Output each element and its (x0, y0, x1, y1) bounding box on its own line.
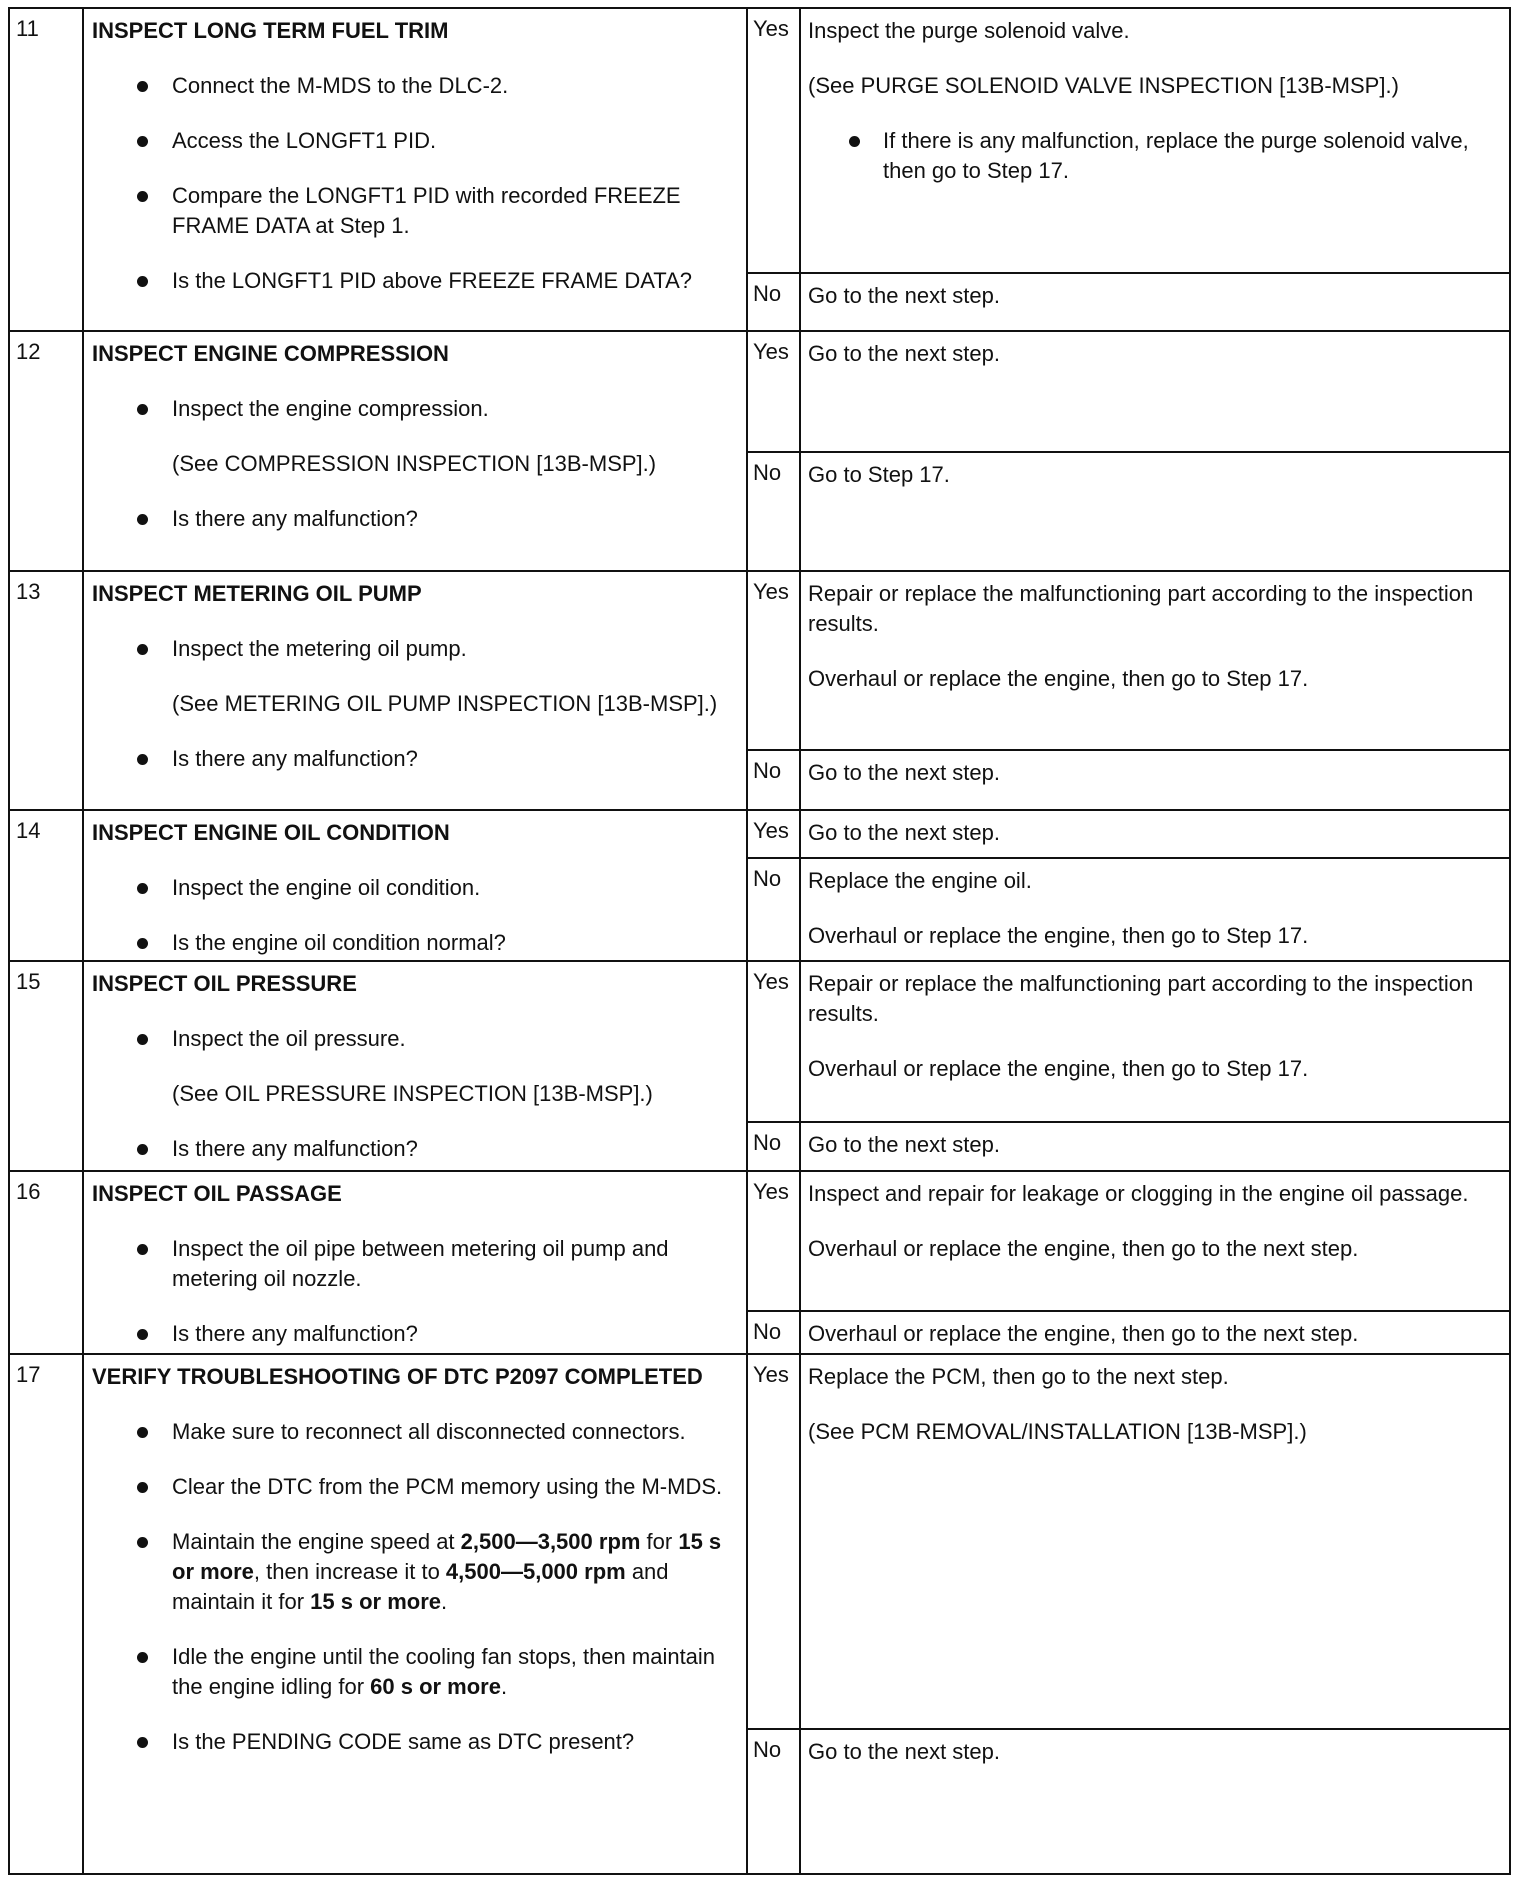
action-bullet: Clear the DTC from the PCM memory using the M-MDS. (92, 1472, 734, 1502)
speed-text: Maintain the engine speed at (172, 1529, 461, 1554)
step-number: 15 (10, 962, 84, 1170)
action-bullet: Make sure to reconnect all disconnected connectors. (92, 1417, 734, 1447)
step-title: INSPECT ENGINE COMPRESSION (92, 341, 449, 366)
yes-result (748, 1172, 1509, 1310)
action-bullet: Is there any malfunction? (92, 1134, 734, 1164)
no-label: No (748, 274, 801, 330)
yes-result (748, 572, 1509, 749)
result-text: Go to Step 17. (808, 462, 950, 487)
duration-value: 15 s or more (172, 1529, 722, 1584)
step-title: VERIFY TROUBLESHOOTING OF DTC P2097 COMPLETED (92, 1364, 703, 1389)
action-reference: (See OIL PRESSURE INSPECTION [13B-MSP].) (172, 1081, 653, 1106)
action-bullet: Inspect the engine oil condition. (92, 873, 734, 903)
no-result (748, 1121, 1509, 1170)
no-result (748, 1728, 1509, 1873)
action-bullet: Inspect the engine compression. (92, 394, 734, 424)
yes-label: Yes (748, 1355, 801, 1728)
step-row (10, 1355, 1509, 1873)
speed-value: 2,500—3,500 rpm (460, 1529, 641, 1554)
result-reference: (See PCM REMOVAL/INSTALLATION [13B-MSP].) (808, 1419, 1307, 1444)
step-action (84, 1355, 748, 1873)
speed-text: . (441, 1589, 448, 1614)
step-action (84, 811, 748, 960)
no-label: No (748, 453, 801, 570)
result-text: Overhaul or replace the engine, then go to the next step. (808, 1321, 1359, 1346)
no-result (748, 451, 1509, 570)
step-row (10, 572, 1509, 811)
result-text: Replace the PCM, then go to the next step. (808, 1364, 1229, 1389)
step-number: 17 (10, 1355, 84, 1873)
no-label: No (748, 1123, 801, 1170)
result-text: Go to the next step. (808, 341, 1001, 366)
result-text: Inspect the purge solenoid valve. (808, 18, 1130, 43)
engine-speed-bullet (92, 1527, 734, 1617)
action-bullet: Is there any malfunction? (92, 744, 734, 774)
action-bullet: Is there any malfunction? (92, 1319, 734, 1349)
action-bullet: Is there any malfunction? (92, 504, 734, 534)
yes-result (748, 962, 1509, 1121)
step-row (10, 811, 1509, 962)
result-text: Overhaul or replace the engine, then go to Step 17. (808, 923, 1309, 948)
step-action (84, 962, 748, 1170)
yes-result (748, 332, 1509, 451)
yes-label: Yes (748, 962, 801, 1121)
step-title: INSPECT LONG TERM FUEL TRIM (92, 18, 449, 43)
result-text: Overhaul or replace the engine, then go to Step 17. (808, 1056, 1309, 1081)
result-text: Repair or replace the malfunctioning part according to the inspection results. (808, 581, 1474, 636)
no-result (748, 749, 1509, 809)
speed-text: for (640, 1529, 679, 1554)
step-row (10, 962, 1509, 1172)
result-reference: (See PURGE SOLENOID VALVE INSPECTION [13B-MSP].) (808, 73, 1399, 98)
result-text: Go to the next step. (808, 1739, 1001, 1764)
action-reference: (See METERING OIL PUMP INSPECTION [13B-MSP].) (172, 691, 718, 716)
step-results (748, 332, 1509, 570)
step-title: INSPECT METERING OIL PUMP (92, 581, 422, 606)
result-bullet: If there is any malfunction, replace the purge solenoid valve, then go to Step 17. (808, 126, 1499, 186)
step-action (84, 1172, 748, 1353)
step-action (84, 9, 748, 330)
yes-label: Yes (748, 811, 801, 857)
step-results (748, 9, 1509, 330)
speed-text: , then increase it to (253, 1559, 446, 1584)
yes-label: Yes (748, 572, 801, 749)
step-number: 13 (10, 572, 84, 809)
yes-result (748, 9, 1509, 272)
step-row (10, 332, 1509, 572)
action-bullet: Connect the M-MDS to the DLC-2. (92, 71, 734, 101)
step-results (748, 1355, 1509, 1873)
step-title: INSPECT OIL PASSAGE (92, 1181, 342, 1206)
step-action (84, 332, 748, 570)
idle-bullet (92, 1642, 734, 1702)
yes-label: Yes (748, 1172, 801, 1310)
action-bullet: Inspect the oil pressure. (92, 1024, 734, 1054)
idle-text: Idle the engine until the cooling fan stops, then maintain the engine idling for (172, 1644, 716, 1699)
no-label: No (748, 1312, 801, 1353)
step-results (748, 572, 1509, 809)
action-bullet: Compare the LONGFT1 PID with recorded FREEZE FRAME DATA at Step 1. (92, 181, 734, 241)
step-number: 11 (10, 9, 84, 330)
action-reference: (See COMPRESSION INSPECTION [13B-MSP].) (172, 451, 657, 476)
duration-value: 15 s or more (310, 1589, 442, 1614)
no-label: No (748, 751, 801, 809)
yes-label: Yes (748, 9, 801, 272)
duration-value: 60 s or more (370, 1674, 501, 1699)
step-results (748, 962, 1509, 1170)
result-text: Replace the engine oil. (808, 868, 1032, 893)
speed-text: and maintain it for (172, 1559, 669, 1614)
step-results (748, 1172, 1509, 1353)
idle-text: . (500, 1674, 508, 1699)
yes-label: Yes (748, 332, 801, 451)
result-text: Go to the next step. (808, 820, 1001, 845)
result-text: Overhaul or replace the engine, then go to the next step. (808, 1236, 1359, 1261)
result-text: Go to the next step. (808, 283, 1001, 308)
step-number: 12 (10, 332, 84, 570)
step-title: INSPECT OIL PRESSURE (92, 971, 357, 996)
yes-result (748, 811, 1509, 857)
action-bullet: Inspect the oil pipe between metering oil pump and metering oil nozzle. (92, 1234, 734, 1294)
no-label: No (748, 859, 801, 960)
step-action (84, 572, 748, 809)
result-text: Inspect and repair for leakage or clogging in the engine oil passage. (808, 1181, 1469, 1206)
action-bullet: Access the LONGFT1 PID. (92, 126, 734, 156)
action-bullet: Is the PENDING CODE same as DTC present? (92, 1727, 734, 1757)
action-bullet: Is the LONGFT1 PID above FREEZE FRAME DATA? (92, 266, 734, 296)
step-title: INSPECT ENGINE OIL CONDITION (92, 820, 450, 845)
step-number: 16 (10, 1172, 84, 1353)
troubleshooting-table (8, 7, 1511, 1875)
no-result (748, 1310, 1509, 1353)
result-text: Go to the next step. (808, 760, 1001, 785)
action-bullet: Is the engine oil condition normal? (92, 928, 734, 958)
step-row (10, 1172, 1509, 1355)
step-number: 14 (10, 811, 84, 960)
step-results (748, 811, 1509, 960)
result-text: Repair or replace the malfunctioning part according to the inspection results. (808, 971, 1474, 1026)
yes-result (748, 1355, 1509, 1728)
speed-value: 4,500—5,000 rpm (445, 1559, 626, 1584)
step-row (10, 9, 1509, 332)
no-result (748, 272, 1509, 330)
result-text: Overhaul or replace the engine, then go to Step 17. (808, 666, 1309, 691)
no-label: No (748, 1730, 801, 1873)
action-bullet: Inspect the metering oil pump. (92, 634, 734, 664)
result-text: Go to the next step. (808, 1132, 1001, 1157)
no-result (748, 857, 1509, 960)
